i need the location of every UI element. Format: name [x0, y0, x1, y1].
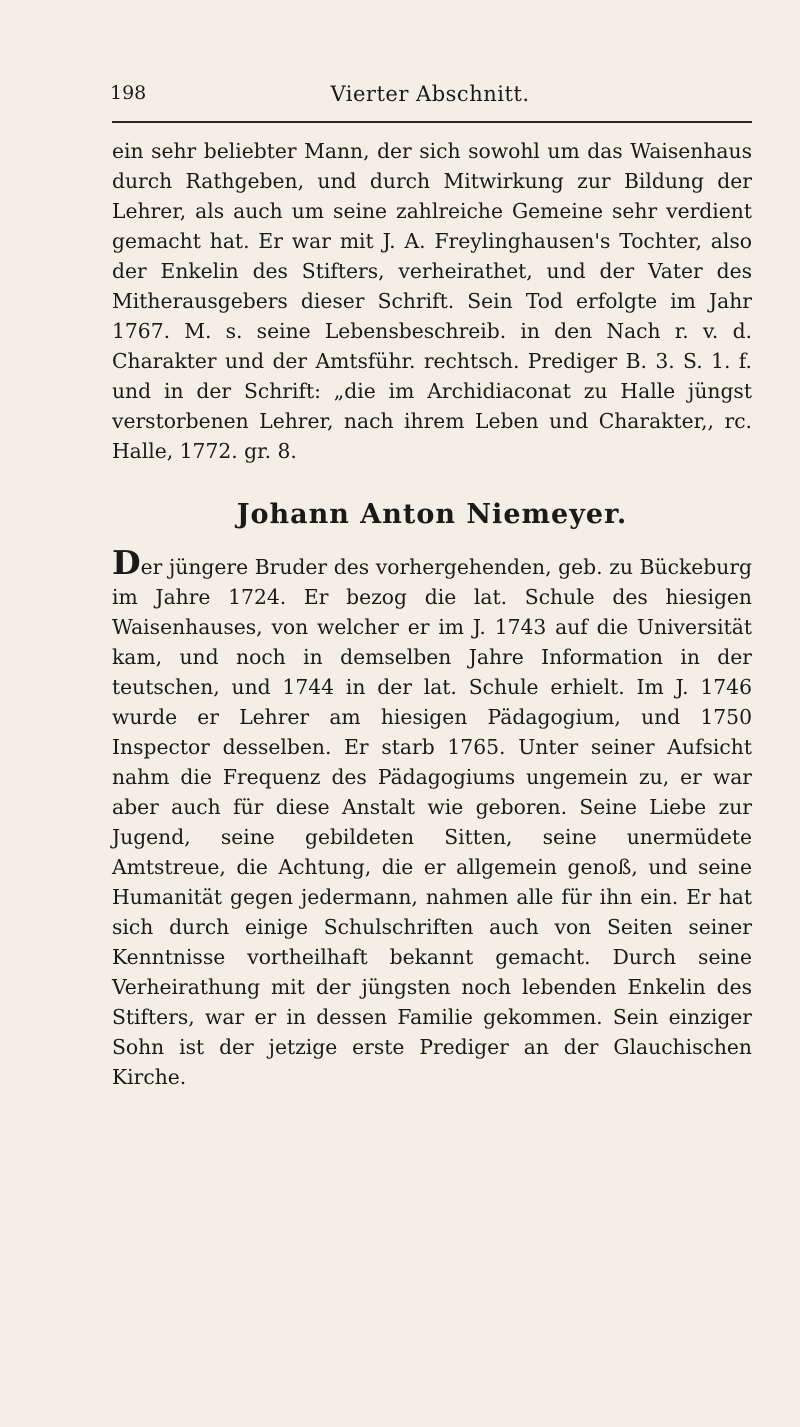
entry-text: er jüngere Bruder des vorhergehenden, geb. zu Bückeburg im Jahre 1724. Er bezog die lat. Schule des hiesigen Waisenhauses, von welcher er im J. 1743 auf die Universität kam, und noch in demselben Jahre Information in der teutschen, und 1744 in der lat. Schule erhielt. Im J. 1746 wurde er Lehrer am hiesigen Pädagogium, und 1750 Inspector desselben. Er starb 1765. Unter seiner Aufsicht nahm die Frequenz des Pädagogiums ungemein zu, er war aber auch für diese Anstalt wie geboren. Seine Liebe zur Jugend, seine gebildeten Sitten, seine unermüdete Amtstreue, die Achtung, die er allgemein genoß, und seine Humanität gegen jedermann, nahmen alle für ihn ein. Er hat sich durch einige Schulschriften auch von Seiten seiner Kenntnisse vortheilhaft bekannt gemacht. Durch seine Verheirathung mit der jüngsten noch lebenden Enkelin des Stifters, war er in dessen Familie gekommen. Sein einziger Sohn ist der jetzige erste Prediger an der Glauchischen Kirche.: [112, 555, 752, 1089]
page-number: 198: [110, 82, 147, 104]
entry-heading: Johann Anton Niemeyer.: [236, 499, 628, 530]
section-title: Vierter Abschnitt.: [330, 82, 530, 106]
body-text: [112, 136, 752, 1092]
running-head: [110, 82, 750, 116]
drop-initial: D: [112, 543, 141, 582]
header-rule: [112, 121, 752, 123]
entry-paragraph: [112, 543, 752, 1092]
continued-paragraph: ein sehr beliebter Mann, der sich sowohl um das Waisenhaus durch Rathgeben, und durch Mitwirkung zur Bildung der Lehrer, als auch um seine zahlreiche Gemeine sehr verdient gemacht hat. Er war mit J. A. Freylinghausen's Tochter, also der Enkelin des Stifters, verheirathet, und der Vater des Mitherausgebers dieser Schrift. Sein Tod erfolgte im Jahr 1767. M. s. seine Lebensbeschreib. in den Nach r. v. d. Charakter und der Amtsführ. rechtsch. Prediger B. 3. S. 1. f. und in der Schrift: „die im Archidiaconat zu Halle jüngst verstorbenen Lehrer, nach ihrem Leben und Charakter,, rc. Halle, 1772. gr. 8.: [112, 139, 752, 463]
